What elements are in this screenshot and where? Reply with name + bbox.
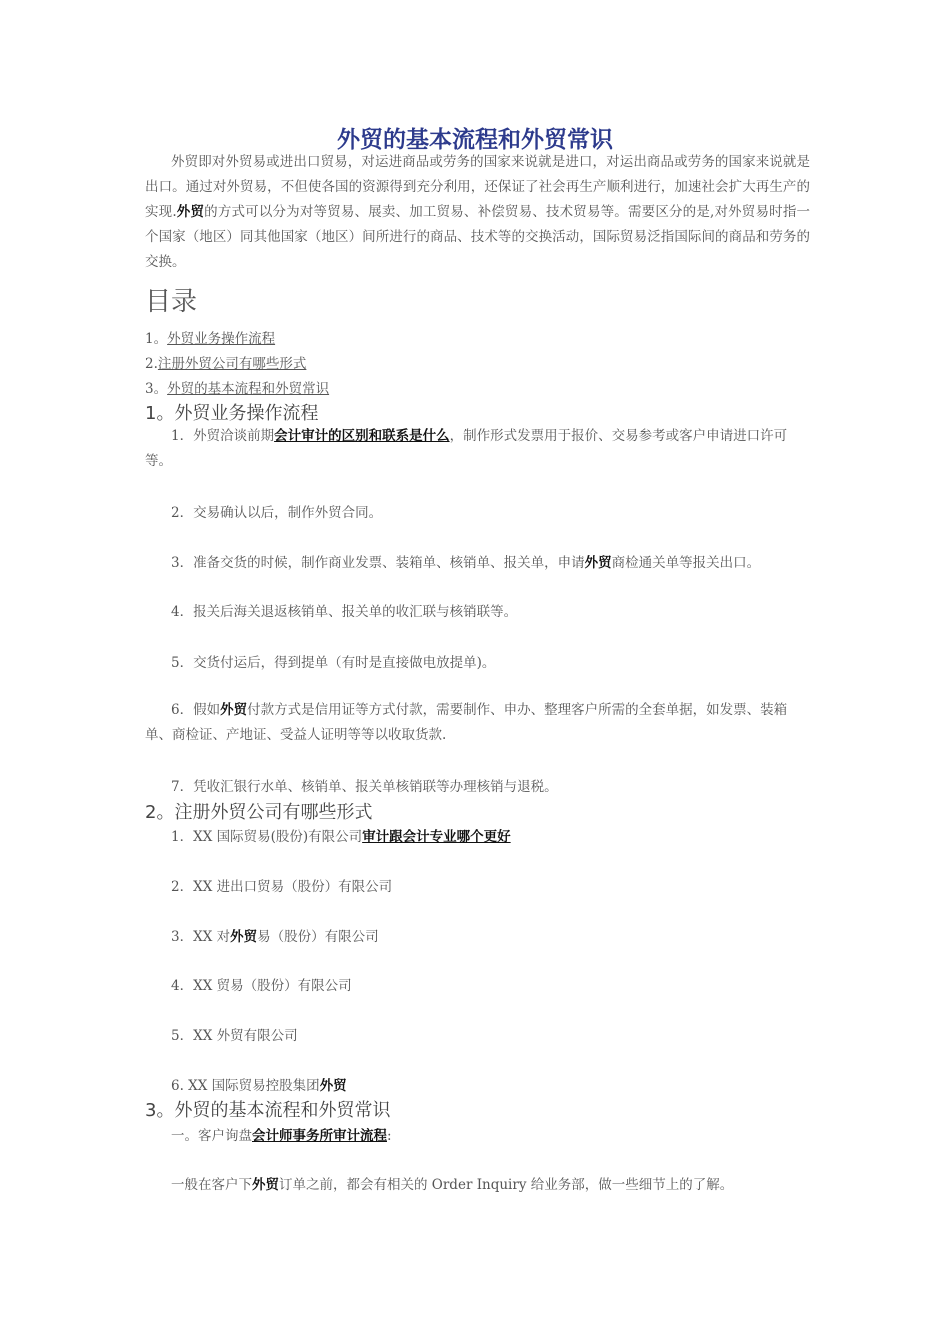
section1-item-7: 7．凭收汇银行水单、核销单、报关单核销联等办理核销与退税。 [171,779,558,795]
article-link-1[interactable]: 会计审计的区别和联系是什么 [274,428,450,444]
section1-heading: 1。外贸业务操作流程 [145,403,319,424]
keyword: 外贸 [220,702,248,718]
section1-item-6: 6．假如外贸付款方式是信用证等方式付款，需要制作、申办、整理客户所需的全套单据，如发票、装箱单、商检证、产地证、受益人证明等等以收取货款. [145,702,788,743]
section2-item-2: 2．XX 进出口贸易（股份）有限公司 [171,879,393,895]
toc-item [145,377,329,397]
toc-item [145,352,306,372]
section1-item-5: 5．交货付运后，得到提单（有时是直接做电放提单)。 [171,655,496,671]
section1-item-3: 3．准备交货的时候，制作商业发票、装箱单、核销单、报关单，申请外贸商检通关单等报关出口。 [171,555,761,571]
toc-heading: 目录 [145,287,198,317]
article-link-2[interactable]: 审计跟会计专业哪个更好 [362,829,511,845]
toc-item-number: 1。 [145,331,168,347]
section1-item-2: 2．交易确认以后，制作外贸合同。 [171,505,383,521]
intro-text-rest: 的方式可以分为对等贸易、展卖、加工贸易、补偿贸易、技术贸易等。需要区分的是,对外贸易时指一个国家（地区）同其他国家（地区）间所进行的商品、技术等的交换活动，国际贸易泛指国际间的商品和劳务的交换。 [145,204,810,270]
intro-text: 外贸即对外贸易或进出口贸易，对运进商品或劳务的国家来说就是进口，对运出商品或劳务的国家来说就是出口。通过对外贸易，不但使各国的资源得到充分利用，还保证了社会再生产顺利进行，加速社会扩大再生产的实现. [145,154,810,220]
section2-heading: 2。注册外贸公司有哪些形式 [145,802,373,823]
toc-link-1[interactable]: 外贸业务操作流程 [167,331,276,347]
keyword: 外贸 [230,929,258,945]
keyword: 外贸 [319,1078,347,1094]
toc-link-2[interactable]: 注册外贸公司有哪些形式 [157,356,307,372]
article-link-3[interactable]: 会计师事务所审计流程 [252,1128,387,1144]
section2-item-3: 3．XX 对外贸易（股份）有限公司 [171,929,379,945]
intro-keyword: 外贸 [176,204,205,220]
section1-item-4: 4．报关后海关退返核销单、报关单的收汇联与核销联等。 [171,604,518,620]
toc-item [145,327,275,347]
toc-item-number: 2. [145,356,158,372]
section3-item-1: 一。客户询盘会计师事务所审计流程: [171,1128,392,1144]
section2-item-5: 5．XX 外贸有限公司 [171,1028,298,1044]
keyword: 外贸 [252,1177,279,1193]
section2-item-6: 6. XX 国际贸易控股集团外贸 [171,1078,347,1094]
keyword: 外贸 [584,555,612,571]
section2-item-4: 4．XX 贸易（股份）有限公司 [171,978,352,994]
document-title: 外贸的基本流程和外贸常识 [337,127,613,153]
toc-link-3[interactable]: 外贸的基本流程和外贸常识 [167,381,330,397]
section3-heading: 3。外贸的基本流程和外贸常识 [145,1100,391,1121]
section3-paragraph: 一般在客户下外贸订单之前，都会有相关的 Order Inquiry 给业务部，做一些细节上的了解。 [171,1177,734,1193]
intro-paragraph [145,150,810,275]
section1-item-1: 1．外贸洽谈前期会计审计的区别和联系是什么，制作形式发票用于报价、交易参考或客户申请进口许可等。 [145,428,788,469]
toc-item-number: 3。 [145,381,168,397]
section2-item-1: 1．XX 国际贸易(股份)有限公司审计跟会计专业哪个更好 [171,829,511,845]
